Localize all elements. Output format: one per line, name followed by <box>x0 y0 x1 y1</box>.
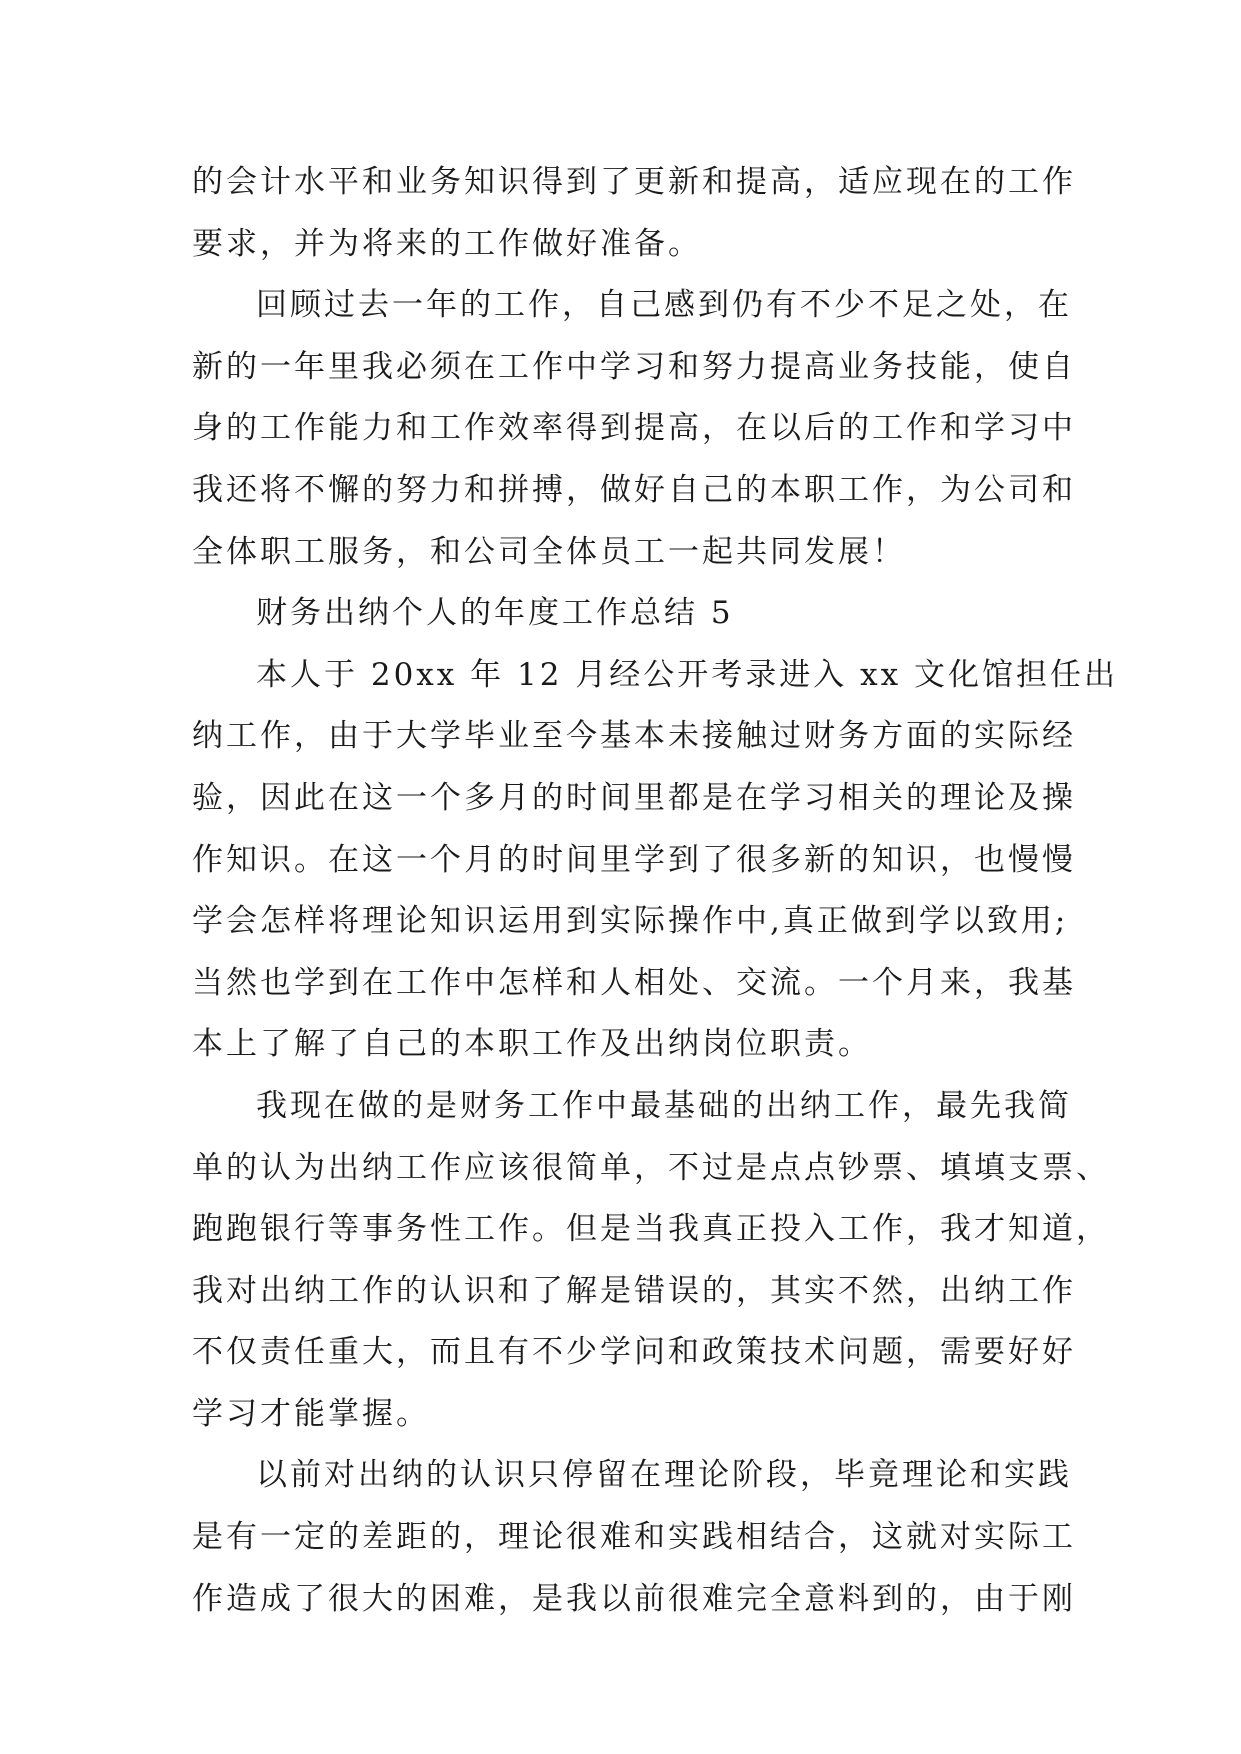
text-line: 不仅责任重大，而且有不少学问和政策技术问题，需要好好 <box>192 1334 1076 1371</box>
text-line: 纳工作，由于大学毕业至今基本未接触过财务方面的实际经 <box>192 718 1076 755</box>
document-body <box>192 152 1118 1630</box>
text-line: 全体职工服务，和公司全体员工一起共同发展！ <box>192 533 906 570</box>
text-line: 新的一年里我必须在工作中学习和努力提高业务技能，使自 <box>192 348 1076 385</box>
text-line: 要求，并为将来的工作做好准备。 <box>192 225 702 262</box>
text-line: 以前对出纳的认识只停留在理论阶段，毕竟理论和实践 <box>256 1457 1072 1494</box>
text-line: 验，因此在这一个多月的时间里都是在学习相关的理论及操 <box>192 779 1076 816</box>
text-line: 回顾过去一年的工作，自己感到仍有不少不足之处，在 <box>256 287 1072 324</box>
text-line: 我还将不懈的努力和拼搏，做好自己的本职工作，为公司和 <box>192 471 1076 508</box>
text-line: 是有一定的差距的，理论很难和实践相结合，这就对实际工 <box>192 1519 1076 1556</box>
text-line: 学会怎样将理论知识运用到实际操作中,真正做到学以致用; <box>192 903 1069 940</box>
text-line: 本上了解了自己的本职工作及出纳岗位职责。 <box>192 1026 872 1063</box>
text-line: 的会计水平和业务知识得到了更新和提高，适应现在的工作 <box>192 164 1076 200</box>
text-line: 身的工作能力和工作效率得到提高，在以后的工作和学习中 <box>192 410 1076 447</box>
text-line: 当然也学到在工作中怎样和人相处、交流。一个月来，我基 <box>192 964 1076 1001</box>
text-line: 单的认为出纳工作应该很简单，不过是点点钞票、填填支票、 <box>192 1149 1110 1186</box>
text-line: 我现在做的是财务工作中最基础的出纳工作，最先我简 <box>256 1087 1072 1124</box>
text-line: 作知识。在这一个月的时间里学到了很多新的知识，也慢慢 <box>192 841 1076 878</box>
text-line: 学习才能掌握。 <box>192 1395 430 1432</box>
text-line: 跑跑银行等事务性工作。但是当我真正投入工作，我才知道， <box>192 1211 1110 1248</box>
text-line: 作造成了很大的困难，是我以前很难完全意料到的，由于刚 <box>192 1580 1076 1617</box>
section-heading: 财务出纳个人的年度工作总结 5 <box>256 595 734 632</box>
text-line: 本人于 20xx 年 12 月经公开考录进入 xx 文化馆担任出 <box>256 656 1118 693</box>
text-line: 我对出纳工作的认识和了解是错误的，其实不然，出纳工作 <box>192 1272 1076 1309</box>
